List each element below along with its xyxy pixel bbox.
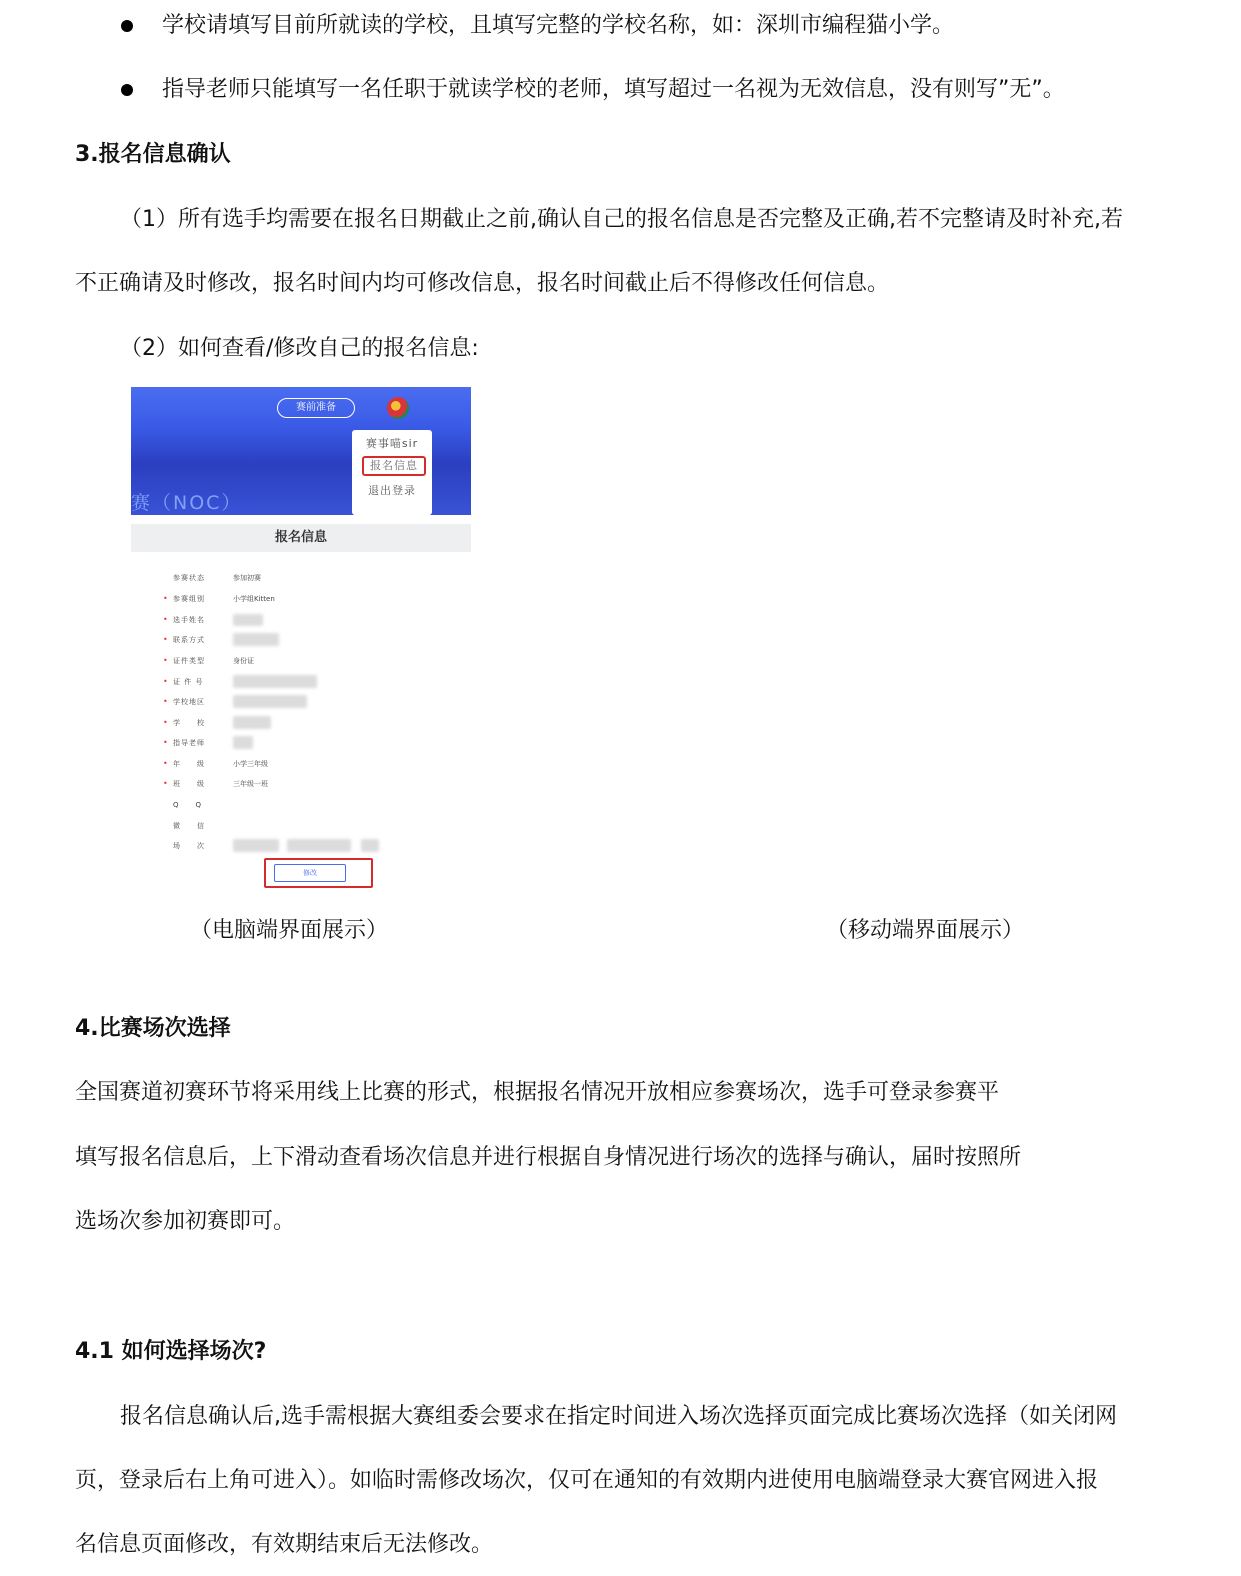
bullet-icon (121, 20, 133, 32)
edit-button[interactable]: 修改 (274, 864, 346, 882)
banner-title-text: 赛（NOC） (131, 492, 243, 514)
menu-item-username[interactable]: 赛事喵sir (365, 437, 419, 450)
required-mark: • (163, 677, 168, 686)
section-4-1-line2: 页，登录后右上角可进入）。如临时需修改场次，仅可在通知的有效期内进使用电脑端登录大赛官网进入报 (75, 1468, 1099, 1493)
section-3-para1-line2: 不正确请及时修改，报名时间内均可修改信息，报名时间截止后不得修改任何信息。 (75, 271, 890, 296)
user-avatar[interactable] (387, 397, 409, 419)
form-label: 联系方式 (173, 636, 205, 644)
menu-item-registration-info[interactable]: 报名信息 (362, 456, 426, 476)
bullet-teacher: 指导老师只能填写一名任职于就读学校的老师，填写超过一名视为无效信息，没有则写”无”。 (162, 77, 1065, 102)
blurred-value (233, 695, 307, 708)
registration-panel-title: 报名信息 (131, 524, 471, 552)
caption-pc: （电脑端界面展示） (190, 918, 389, 943)
form-label: 班 级 (173, 780, 205, 788)
required-mark: • (163, 779, 168, 788)
form-label: 选手姓名 (173, 616, 205, 624)
blurred-value (361, 839, 379, 852)
pre-contest-pill-button[interactable]: 赛前准备 (277, 398, 355, 418)
blurred-value (233, 839, 279, 852)
required-mark: • (163, 635, 168, 644)
form-label: 学校地区 (173, 698, 205, 706)
form-label: 证件类型 (173, 657, 205, 665)
form-value: 身份证 (233, 657, 254, 665)
form-value: 三年级一班 (233, 780, 268, 788)
form-value: 小学组Kitten (233, 595, 275, 603)
section-4-heading: 4.比赛场次选择 (75, 1016, 231, 1041)
section-4-1-heading: 4.1 如何选择场次? (75, 1339, 267, 1364)
section-4-1-line3: 名信息页面修改，有效期结束后无法修改。 (75, 1532, 494, 1557)
caption-mobile: （移动端界面展示） (826, 918, 1025, 943)
blurred-value (233, 736, 253, 749)
form-label: 参赛状态 (173, 574, 205, 582)
required-mark: • (163, 718, 168, 727)
form-label: Q Q (173, 801, 203, 809)
form-label: 微 信 (173, 822, 205, 830)
menu-item-logout[interactable]: 退出登录 (368, 484, 416, 497)
section-4-1-line1: 报名信息确认后,选手需根据大赛组委会要求在指定时间进入场次选择页面完成比赛场次选择（如关闭网 (120, 1404, 1117, 1429)
form-label: 参赛组别 (173, 595, 205, 603)
user-dropdown-menu (352, 430, 432, 515)
section-3-heading: 3.报名信息确认 (75, 142, 231, 167)
form-label: 年 级 (173, 760, 205, 768)
edit-highlight-box (264, 858, 373, 888)
form-value: 小学三年级 (233, 760, 268, 768)
blurred-value (287, 839, 351, 852)
form-label: 学 校 (173, 719, 205, 727)
bullet-school: 学校请填写目前所就读的学校，且填写完整的学校名称，如：深圳市编程猫小学。 (162, 13, 955, 38)
blurred-value (233, 675, 317, 688)
required-mark: • (163, 738, 168, 747)
required-mark: • (163, 594, 168, 603)
blurred-value (233, 614, 263, 626)
required-mark: • (163, 656, 168, 665)
section-4-line1: 全国赛道初赛环节将采用线上比赛的形式，根据报名情况开放相应参赛场次，选手可登录参赛平 (75, 1080, 1000, 1105)
bullet-icon (121, 84, 133, 96)
section-3-para1-line1: （1）所有选手均需要在报名日期截止之前,确认自己的报名信息是否完整及正确,若不完整请及时补充,若 (120, 207, 1123, 232)
required-mark: • (163, 697, 168, 706)
blurred-value (233, 633, 279, 646)
required-mark: • (163, 615, 168, 624)
form-value: 参加初赛 (233, 574, 261, 582)
required-mark: • (163, 759, 168, 768)
section-4-line2: 填写报名信息后，上下滑动查看场次信息并进行根据自身情况进行场次的选择与确认，届时按照所 (75, 1145, 1022, 1170)
section-4-line3: 选场次参加初赛即可。 (75, 1209, 296, 1234)
form-label: 指导老师 (173, 739, 205, 747)
blurred-value (233, 716, 271, 729)
form-label: 证 件 号 (173, 678, 204, 686)
section-3-para2: （2）如何查看/修改自己的报名信息: (120, 336, 479, 361)
form-label: 场 次 (173, 842, 205, 850)
site-header-banner (131, 387, 471, 515)
